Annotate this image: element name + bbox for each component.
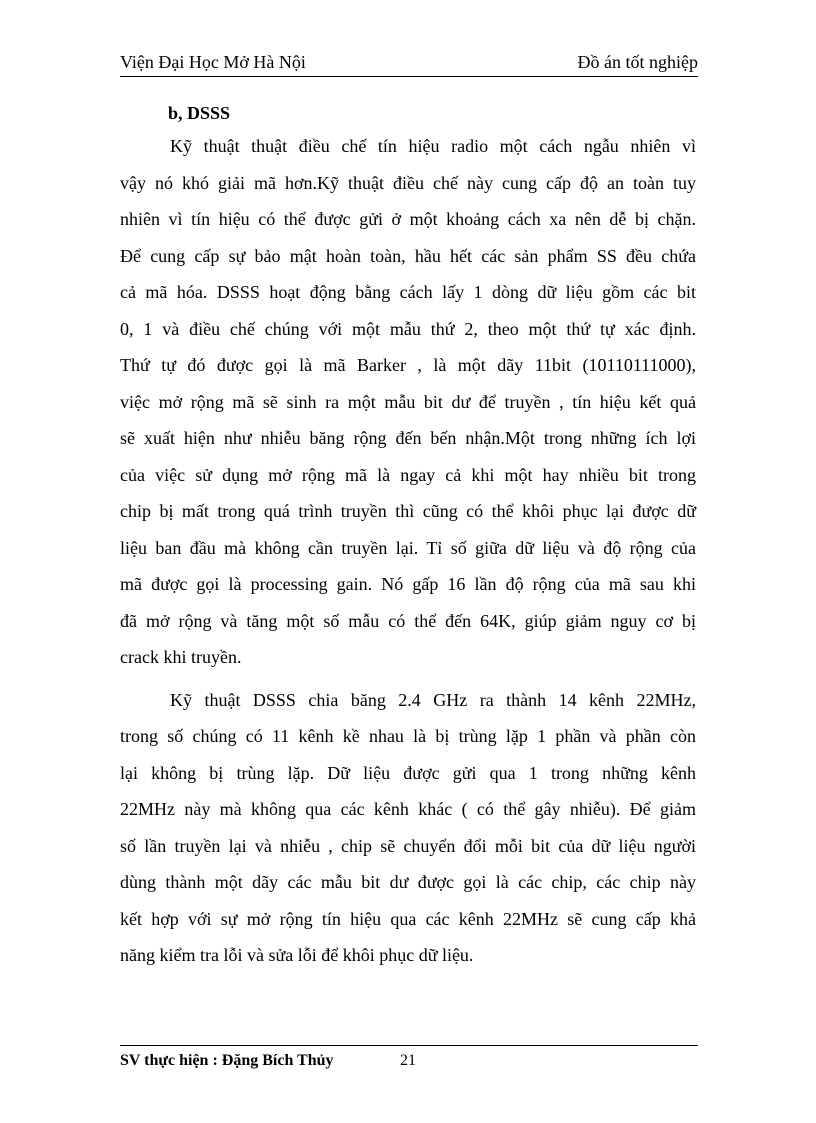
text-line: Thứ tự đó được gọi là mã Barker , là một dãy 11bit (10110111000), [120, 355, 696, 375]
text-line: vậy nó khó giải mã hơn.Kỹ thuật điều chế này cung cấp độ an toàn tuy [120, 172, 696, 193]
text-line: sẽ xuất hiện như nhiễu băng rộng đến bến nhận.Một trong những ích lợi [120, 428, 696, 448]
text-line: việc mở rộng mã sẽ sinh ra một mẫu bit dư để truyền , tín hiệu kết quả [120, 391, 696, 412]
page-number: 21 [400, 1052, 416, 1069]
text-line: kết hợp với sự mở rộng tín hiệu qua các kênh 22MHz sẽ cung cấp khả [120, 908, 696, 929]
text-line: năng kiểm tra lỗi và sửa lỗi để khôi phục dữ liệu. [120, 945, 474, 965]
text-line: 22MHz này mà không qua các kênh khác ( có thể gây nhiễu). Để giảm [120, 799, 696, 819]
text-line: đã mở rộng và tăng một số mẫu có thể đến 64K, giúp giảm nguy cơ bị [120, 610, 696, 631]
text-line: crack khi truyền. [120, 647, 242, 667]
paragraph-1 [120, 128, 696, 676]
header-institution: Viện Đại Học Mở Hà Nội [120, 52, 306, 72]
text-line: nhiên vì tín hiệu có thể được gửi ở một khoảng cách xa nên dễ bị chặn. [120, 209, 696, 229]
paragraph-2 [120, 682, 696, 974]
text-line: Kỹ thuật thuật điều chế tín hiệu radio một cách ngẫu nhiên vì [170, 136, 696, 156]
text-line: lại không bị trùng lặp. Dữ liệu được gửi qua 1 trong những kênh [120, 762, 696, 783]
page-footer [120, 1045, 698, 1069]
page-header [120, 50, 698, 77]
text-line: Để cung cấp sự bảo mật hoàn toàn, hầu hết các sản phẩm SS đều chứa [120, 245, 696, 266]
header-doc-type: Đồ án tốt nghiệp [577, 52, 698, 72]
text-line: trong số chúng có 11 kênh kề nhau là bị trùng lặp 1 phần và phần còn [120, 726, 696, 746]
text-line: chip bị mất trong quá trình truyền thì cũng có thể khôi phục lại được dữ [120, 501, 696, 521]
text-line: của việc sử dụng mở rộng mã là ngay cả khi một hay nhiều bit trong [120, 464, 696, 485]
text-line: liệu ban đầu mà không cần truyền lại. Tỉ số giữa dữ liệu và độ rộng của [120, 537, 696, 558]
text-line: Kỹ thuật DSSS chia băng 2.4 GHz ra thành 14 kênh 22MHz, [170, 689, 696, 710]
text-line: cả mã hóa. DSSS hoạt động bằng cách lấy 1 dòng dữ liệu gồm các bit [120, 282, 696, 302]
text-line: số lần truyền lại và nhiễu , chip sẽ chuyển đổi mỗi bit của dữ liệu người [120, 835, 696, 856]
page-content [120, 98, 696, 974]
text-line: mã được gọi là processing gain. Nó gấp 16 lần độ rộng của mã sau khi [120, 574, 696, 594]
text-line: dùng thành một dãy các mẫu bit dư được gọi là các chip, các chip này [120, 872, 696, 892]
section-title: b, DSSS [168, 103, 231, 123]
text-line: 0, 1 và điều chế chúng với một mẫu thứ 2, theo một thứ tự xác định. [120, 318, 696, 339]
footer-author: SV thực hiện : Đặng Bích Thủy [120, 1052, 334, 1069]
